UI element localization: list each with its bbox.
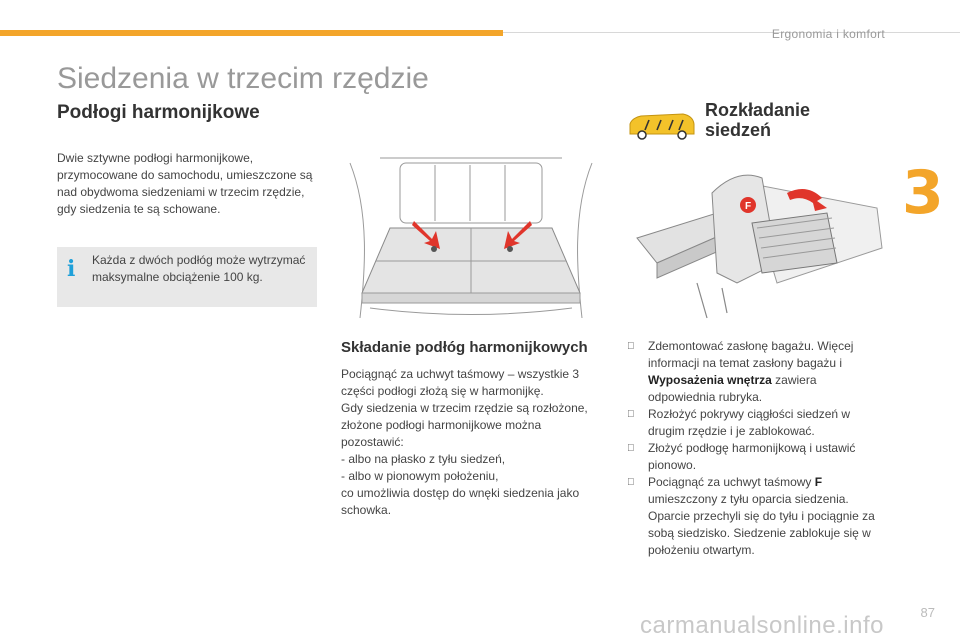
trunk-floor-illustration bbox=[340, 153, 602, 326]
bullet-icon bbox=[627, 406, 635, 423]
step-text: Zdemontować zasłonę bagażu. Więcej informacji na temat zasłony bagażu i bbox=[648, 339, 854, 370]
folding-line: - albo na płasko z tyłu siedzeń, bbox=[341, 452, 506, 466]
label-f: F bbox=[744, 201, 752, 212]
step-item bbox=[627, 406, 887, 440]
header-accent-bar bbox=[0, 30, 503, 36]
floors-intro: Dwie sztywne podłogi harmonijkowe, przymocowane do samochodu, umieszczone są nad obydwoma siedzeniami w trzecim rzędzie, gdy siedzenia te są schowane. bbox=[57, 151, 313, 216]
folding-line: Pociągnąć za uchwyt taśmowy – wszystkie 3 części podłogi złożą się w harmonijkę. bbox=[341, 367, 580, 398]
step-text: Rozłożyć pokrywy ciągłości siedzeń w drugim rzędzie i je zablokować. bbox=[648, 407, 851, 438]
chapter-number: 3 bbox=[902, 158, 944, 228]
section-header: Ergonomia i komfort bbox=[771, 27, 885, 41]
info-box bbox=[57, 247, 317, 307]
folding-line: co umożliwia dostęp do wnęki siedzenia jako schowka. bbox=[341, 486, 580, 517]
info-icon: i bbox=[67, 256, 76, 282]
floors-heading: Podłogi harmonijkowe bbox=[57, 102, 260, 123]
step-item bbox=[627, 440, 887, 474]
page-title: Siedzenia w trzecim rzędzie bbox=[57, 62, 429, 95]
unfolding-heading: Rozkładanie siedzeń bbox=[705, 100, 811, 140]
folding-line: - albo w pionowym położeniu, bbox=[341, 469, 499, 483]
step-item bbox=[627, 338, 887, 406]
step-text: zawiera odpowiednia rubryka. bbox=[648, 373, 817, 404]
page-number: 87 bbox=[920, 605, 935, 620]
step-text: Pociągnąć za uchwyt taśmowy bbox=[648, 475, 815, 489]
folding-heading: Składanie podłóg harmonijkowych bbox=[341, 339, 588, 356]
step-item bbox=[627, 474, 887, 559]
step-text: umieszczony z tyłu oparcia siedzenia. Oparcie przechyli się do tyłu i pociągnie za sobą siedzisko. Siedzenie zablokuje się w położeniu otwartym. bbox=[648, 492, 875, 557]
folding-line: Gdy siedzenia w trzecim rzędzie są rozłożone, złożone podłogi harmonijkowe można pozostawić: bbox=[341, 401, 588, 449]
watermark: carmanualsonline.info bbox=[640, 612, 884, 639]
car-icon bbox=[627, 110, 697, 140]
bullet-icon bbox=[627, 474, 635, 491]
folding-text bbox=[341, 366, 606, 519]
step-bold: F bbox=[814, 475, 823, 489]
unfolding-steps bbox=[627, 338, 887, 559]
step-bold: Wyposażenia wnętrza bbox=[648, 373, 772, 387]
bullet-icon bbox=[627, 440, 635, 457]
bullet-icon bbox=[627, 338, 635, 355]
seat-unfolding-illustration bbox=[627, 153, 889, 326]
step-text: Złożyć podłogę harmonijkową i ustawić pionowo. bbox=[648, 441, 856, 472]
header-rule bbox=[503, 32, 960, 33]
info-text: Każda z dwóch podłóg może wytrzymać maksymalne obciążenie 100 kg. bbox=[92, 253, 306, 284]
